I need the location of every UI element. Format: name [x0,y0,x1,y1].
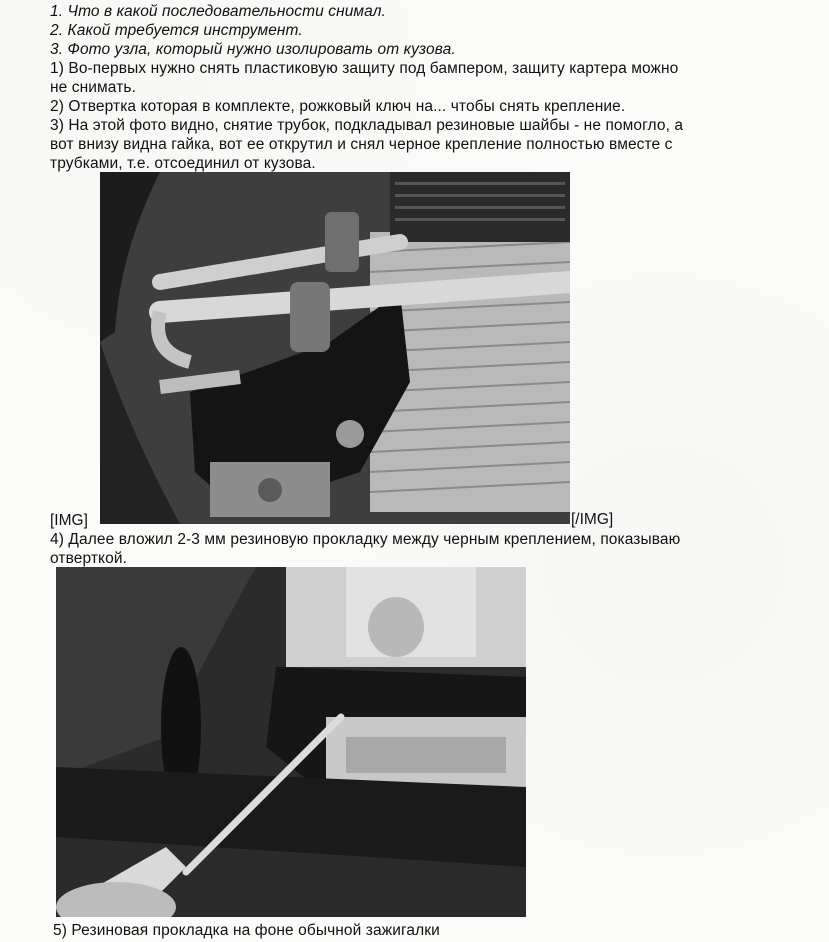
step-5: 5) Резиновая прокладка на фоне обычной зажигалки [53,922,440,939]
step-1-line-2: не снимать. [50,79,136,96]
step-1-line-1: 1) Во-первых нужно снять пластиковую защиту под бампером, защиту картера можно [50,60,679,77]
step-4-line-2: отверткой. [50,550,127,567]
step-3-line-2: вот внизу видна гайка, вот ее открутил и снял черное крепление полностью вместе с [50,136,673,153]
question-3: 3. Фото узла, который нужно изолировать от кузова. [50,41,456,58]
question-1: 1. Что в какой последовательности снимал. [50,3,386,20]
step-2: 2) Отвертка которая в комплекте, рожковый ключ на... чтобы снять крепление. [50,98,626,115]
step-3-line-3: трубками, т.е. отсоединил от кузова. [50,155,316,172]
img-tag-open: [IMG] [50,512,88,529]
photo-screwdriver-gasket [56,567,526,917]
question-2: 2. Какой требуется инструмент. [50,22,303,39]
photo-radiator-tubes [100,172,570,524]
step-4-line-1: 4) Далее вложил 2-3 мм резиновую прокладку между черным креплением, показываю [50,531,681,548]
img-tag-close: [/IMG] [571,511,614,528]
step-3-line-1: 3) На этой фото видно, снятие трубок, подкладывал резиновые шайбы - не помогло, а [50,117,684,134]
